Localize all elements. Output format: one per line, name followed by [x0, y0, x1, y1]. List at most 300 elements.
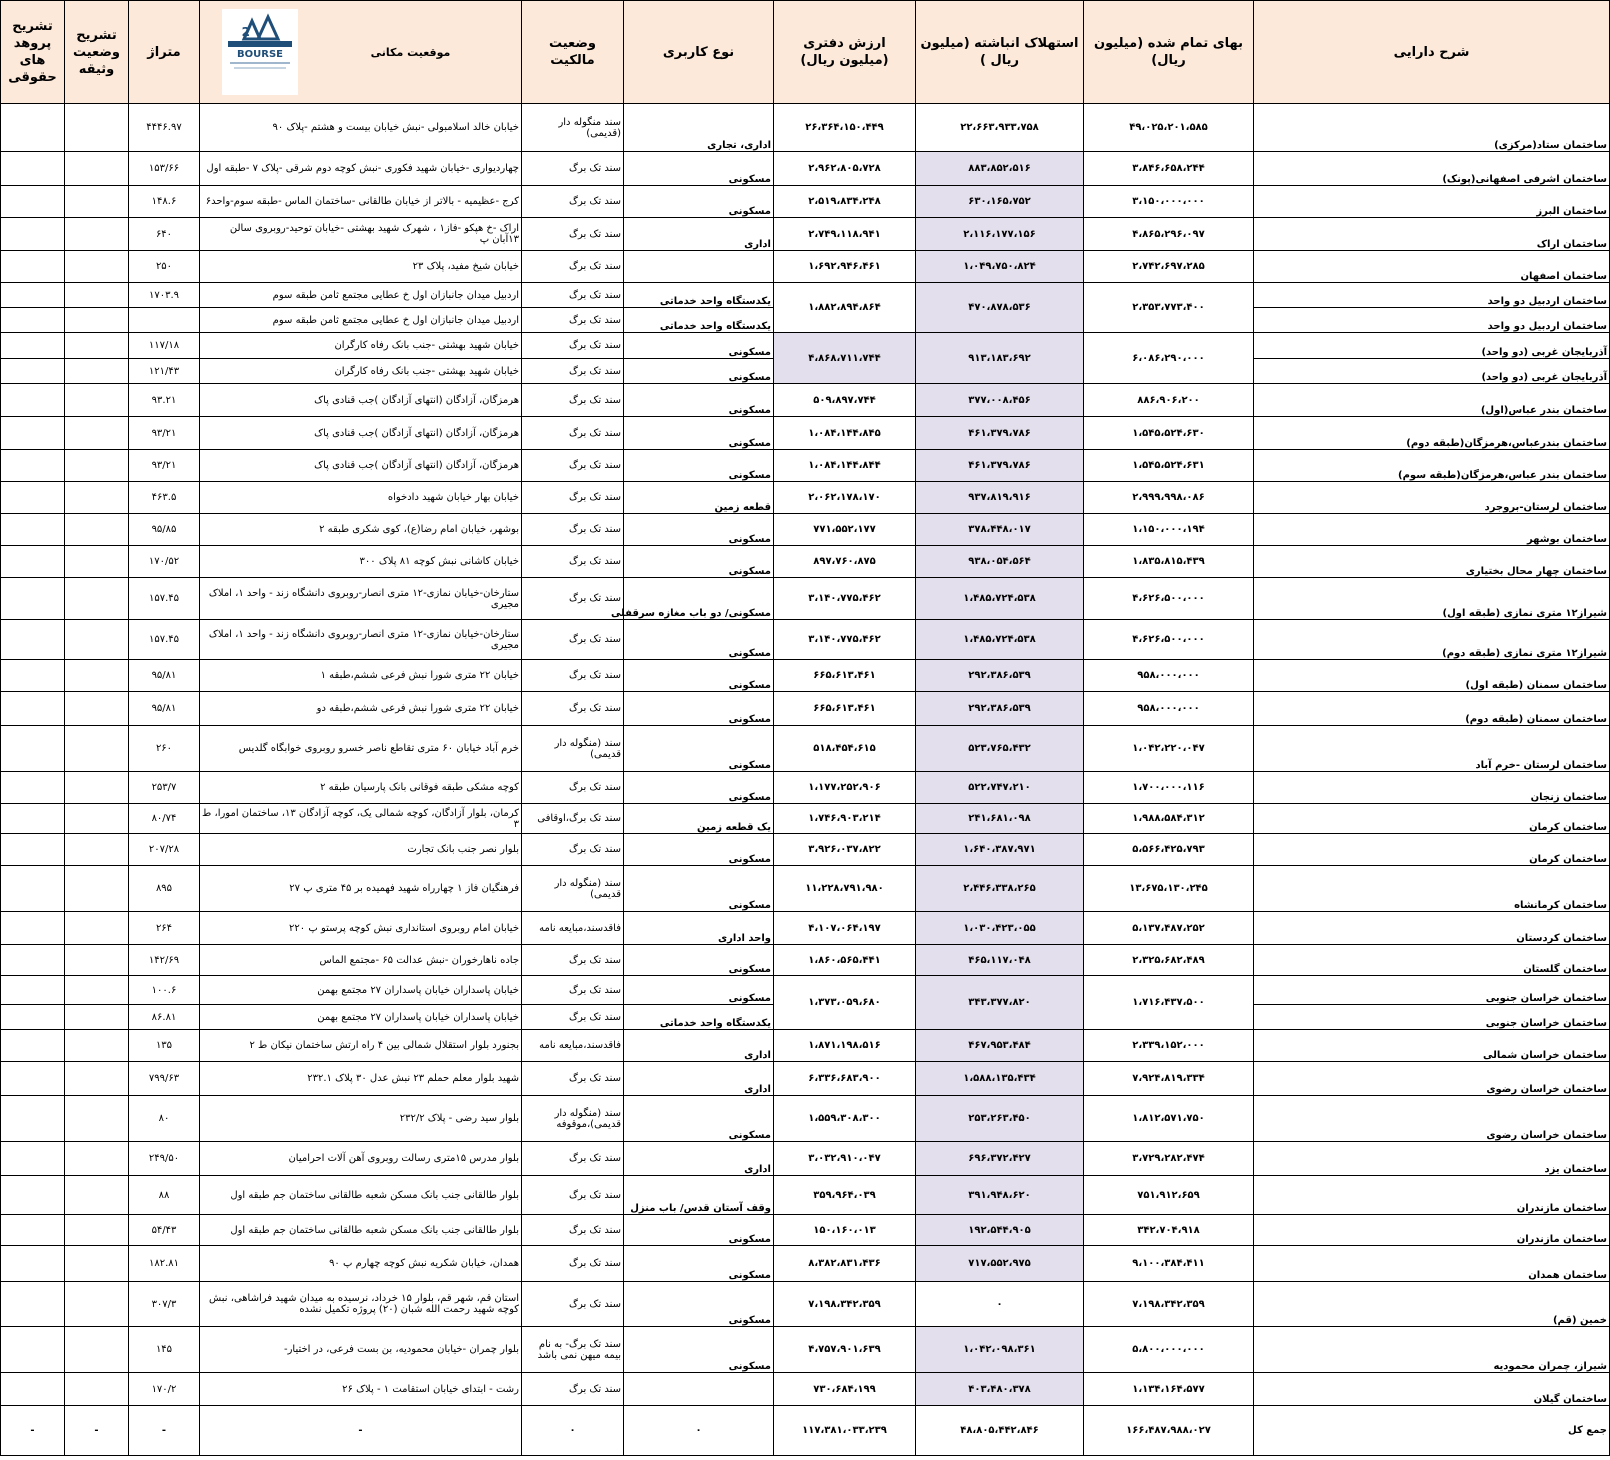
area-cell: ۸۰ — [129, 1096, 200, 1142]
book-value-cell: ۷۳۰،۶۸۴،۱۹۹ — [774, 1373, 916, 1406]
cost-cell: ۴،۶۲۶،۵۰۰،۰۰۰ — [1084, 578, 1254, 620]
cost-cell: ۱،۸۳۵،۸۱۵،۴۳۹ — [1084, 546, 1254, 578]
cost-cell: ۱،۹۸۸،۵۸۴،۳۱۲ — [1084, 804, 1254, 834]
asset-name-cell: شیراز، چمران محمودیه — [1254, 1327, 1610, 1373]
area-cell: ۱۷۰/۲ — [129, 1373, 200, 1406]
ownership-cell: سند تک برگ — [522, 578, 624, 620]
book-value-cell: ۶۶۵،۶۱۳،۴۶۱ — [774, 692, 916, 726]
location-cell: خیابان امام روبروی استانداری نبش کوچه پرستو پ ۲۲۰ — [200, 912, 522, 945]
book-value-cell: ۱،۵۵۹،۳۰۸،۳۰۰ — [774, 1096, 916, 1142]
table-row — [1, 514, 1610, 546]
usage-cell: مسکونی — [624, 1096, 774, 1142]
area-cell: ۱۴۲/۶۹ — [129, 945, 200, 976]
mortgage-cell — [65, 333, 129, 359]
legal-cell — [1, 620, 65, 660]
asset-name-cell: ساختمان بوشهر — [1254, 514, 1610, 546]
usage-cell: مسکونی — [624, 417, 774, 450]
table-row — [1, 104, 1610, 152]
cost-cell: ۱،۰۴۲،۲۲۰،۰۴۷ — [1084, 726, 1254, 772]
location-cell: بجنورد بلوار استقلال شمالی بین ۴ راه ارتش ساختمان نیکان ط ۲ — [200, 1030, 522, 1062]
usage-cell: اداری — [624, 1142, 774, 1176]
book-value-cell: ۲،۷۴۹،۱۱۸،۹۴۱ — [774, 218, 916, 251]
legal-cell — [1, 417, 65, 450]
ownership-cell: سند تک برگ — [522, 834, 624, 866]
mortgage-cell — [65, 620, 129, 660]
mortgage-cell — [65, 152, 129, 186]
usage-cell: مسکونی/ دو باب مغازه سرقفلی — [624, 578, 774, 620]
depreciation-cell: ۳۷۷،۰۰۸،۴۵۶ — [916, 384, 1084, 417]
asset-name-cell: ساختمان خراسان شمالی — [1254, 1030, 1610, 1062]
header-book-value: ارزش دفتری (میلیون ریال) — [774, 1, 916, 104]
legal-cell — [1, 660, 65, 692]
table-row — [1, 333, 1610, 359]
location-cell: کرج -عظیمیه - بالاتر از خیابان طالقانی -ساختمان الماس -طبقه سوم-واحد۶ — [200, 186, 522, 218]
total-book-value: ۱۱۷،۳۸۱،۰۳۳،۲۳۹ — [774, 1406, 916, 1456]
usage-cell: مسکونی — [624, 514, 774, 546]
location-cell: چهاردیواری -خیابان شهید فکوری -نبش کوچه دوم شرقی -پلاک ۷ -طبقه اول — [200, 152, 522, 186]
area-cell: ۹۵/۸۵ — [129, 514, 200, 546]
table-row — [1, 834, 1610, 866]
depreciation-cell: ۲۴۱،۶۸۱،۰۹۸ — [916, 804, 1084, 834]
ownership-cell: سند تک برگ — [522, 152, 624, 186]
usage-cell: مسکونی — [624, 976, 774, 1005]
legal-cell — [1, 1246, 65, 1282]
usage-cell: مسکونی — [624, 384, 774, 417]
cost-cell: ۷،۱۹۸،۳۴۲،۳۵۹ — [1084, 1282, 1254, 1327]
header-ownership: وضعیت مالکیت — [522, 1, 624, 104]
usage-cell: مسکونی — [624, 726, 774, 772]
depreciation-cell: ۲۹۲،۳۸۶،۵۳۹ — [916, 660, 1084, 692]
location-cell: هرمزگان، آزادگان (انتهای آزادگان )جب قنادی پاک — [200, 450, 522, 482]
cost-cell: ۱،۷۱۶،۴۳۷،۵۰۰ — [1084, 976, 1254, 1030]
ownership-cell: سند تک برگ — [522, 251, 624, 283]
mortgage-cell — [65, 834, 129, 866]
area-cell: ۸۰/۷۴ — [129, 804, 200, 834]
book-value-cell: ۷۷۱،۵۵۲،۱۷۷ — [774, 514, 916, 546]
usage-cell: مسکونی — [624, 450, 774, 482]
mortgage-cell — [65, 945, 129, 976]
ownership-cell: فاقدسند،مبایعه نامه — [522, 1030, 624, 1062]
mortgage-cell — [65, 384, 129, 417]
area-cell: ۴۴۴۶.۹۷ — [129, 104, 200, 152]
cost-cell: ۴۹،۰۲۵،۲۰۱،۵۸۵ — [1084, 104, 1254, 152]
mortgage-cell — [65, 1062, 129, 1096]
usage-cell: اداری — [624, 1030, 774, 1062]
usage-cell: مسکونی — [624, 333, 774, 359]
table-row — [1, 384, 1610, 417]
ownership-cell: سند تک برگ — [522, 283, 624, 308]
depreciation-cell: ۱،۰۴۲،۰۹۸،۳۶۱ — [916, 1327, 1084, 1373]
depreciation-cell: ۹۱۳،۱۸۳،۶۹۲ — [916, 333, 1084, 384]
legal-cell — [1, 726, 65, 772]
legal-cell — [1, 578, 65, 620]
book-value-cell: ۱،۸۷۱،۱۹۸،۵۱۶ — [774, 1030, 916, 1062]
table-row — [1, 866, 1610, 912]
asset-name-cell: ساختمان مازندران — [1254, 1215, 1610, 1246]
asset-name-cell: ساختمان همدان — [1254, 1246, 1610, 1282]
depreciation-cell: ۱،۴۸۵،۷۲۴،۵۳۸ — [916, 620, 1084, 660]
book-value-cell: ۴،۸۶۸،۷۱۱،۷۴۴ — [774, 333, 916, 384]
ownership-cell: سند (منگوله دار قدیمی)،موقوفه — [522, 1096, 624, 1142]
depreciation-cell: ۴۶۷،۹۵۳،۴۸۴ — [916, 1030, 1084, 1062]
ownership-cell: سند تک برگ — [522, 514, 624, 546]
cost-cell: ۳،۸۴۶،۶۵۸،۲۴۴ — [1084, 152, 1254, 186]
location-cell: اراک -خ هپکو -فاز۱ ، شهرک شهید بهشتی -خیابان توحید-روبروی سالن ۱۳آبان پ — [200, 218, 522, 251]
location-cell: بلوار چمران -خیابان محمودیه، بن بست فرعی، در اختیار- — [200, 1327, 522, 1373]
table-row — [1, 1327, 1610, 1373]
book-value-cell: ۱۵۰،۱۶۰،۰۱۳ — [774, 1215, 916, 1246]
location-cell: ستارخان-خیابان نمازی-۱۲ متری انصار-روبروی دانشگاه زند - واحد ۱، املاک مجیری — [200, 620, 522, 660]
table-row — [1, 620, 1610, 660]
book-value-cell: ۳،۱۴۰،۷۷۵،۴۶۲ — [774, 578, 916, 620]
asset-name-cell: ساختمان بندرعباس،هرمزگان(طبقه دوم) — [1254, 417, 1610, 450]
table-row — [1, 1215, 1610, 1246]
ownership-cell: سند تک برگ — [522, 308, 624, 333]
usage-cell: مسکونی — [624, 186, 774, 218]
ownership-cell: سند تک برگ — [522, 1176, 624, 1215]
asset-name-cell: ساختمان کرمان — [1254, 834, 1610, 866]
asset-name-cell: ساختمان کرمانشاه — [1254, 866, 1610, 912]
area-cell: ۲۵۰ — [129, 251, 200, 283]
mortgage-cell — [65, 976, 129, 1005]
legal-cell — [1, 1062, 65, 1096]
book-value-cell: ۱،۰۸۴،۱۴۴،۸۴۵ — [774, 417, 916, 450]
cost-cell: ۳،۷۲۹،۲۸۲،۴۷۴ — [1084, 1142, 1254, 1176]
table-row — [1, 218, 1610, 251]
usage-cell: قطعه زمین — [624, 482, 774, 514]
book-value-cell: ۴،۱۰۷،۰۶۴،۱۹۷ — [774, 912, 916, 945]
legal-cell — [1, 482, 65, 514]
depreciation-cell: ۰ — [916, 1282, 1084, 1327]
header-mortgage: تشریح وضعیت وثیقه — [65, 1, 129, 104]
cost-cell: ۷،۹۲۴،۸۱۹،۳۳۴ — [1084, 1062, 1254, 1096]
legal-cell — [1, 976, 65, 1005]
legal-cell — [1, 1215, 65, 1246]
ownership-cell: سند تک برگ — [522, 1282, 624, 1327]
mortgage-cell — [65, 186, 129, 218]
mortgage-cell — [65, 1176, 129, 1215]
area-cell: ۱۴۵ — [129, 1327, 200, 1373]
legal-cell — [1, 1030, 65, 1062]
table-row — [1, 578, 1610, 620]
legal-cell — [1, 804, 65, 834]
table-row — [1, 1142, 1610, 1176]
ownership-cell: سند تک برگ — [522, 482, 624, 514]
legal-cell — [1, 945, 65, 976]
book-value-cell: ۲۶،۳۶۴،۱۵۰،۴۴۹ — [774, 104, 916, 152]
legal-cell — [1, 692, 65, 726]
ownership-cell: سند تک برگ — [522, 384, 624, 417]
location-cell: خیابان بهار خیابان شهید دادخواه — [200, 482, 522, 514]
location-cell: هرمزگان، آزادگان (انتهای آزادگان )جب قنادی پاک — [200, 417, 522, 450]
table-row — [1, 660, 1610, 692]
area-cell: ۵۴/۴۳ — [129, 1215, 200, 1246]
depreciation-cell: ۴۶۱،۳۷۹،۷۸۶ — [916, 417, 1084, 450]
depreciation-cell: ۱،۰۳۰،۴۲۳،۰۵۵ — [916, 912, 1084, 945]
asset-name-cell: ساختمان خراسان جنوبی — [1254, 1005, 1610, 1030]
mortgage-cell — [65, 1142, 129, 1176]
depreciation-cell: ۲۲،۶۶۳،۹۳۳،۷۵۸ — [916, 104, 1084, 152]
area-cell: ۱۵۳/۶۶ — [129, 152, 200, 186]
asset-name-cell: ساختمان لرستان -خرم آباد — [1254, 726, 1610, 772]
area-cell: ۸۹۵ — [129, 866, 200, 912]
header-depreciation: استهلاک انباشته (میلیون ریال ) — [916, 1, 1084, 104]
usage-cell: مسکونی — [624, 152, 774, 186]
depreciation-cell: ۸۸۳،۸۵۲،۵۱۶ — [916, 152, 1084, 186]
mortgage-cell — [65, 514, 129, 546]
book-value-cell: ۱،۸۶۰،۵۶۵،۴۴۱ — [774, 945, 916, 976]
depreciation-cell: ۳۴۳،۳۷۷،۸۲۰ — [916, 976, 1084, 1030]
area-cell: ۱۲۱/۴۳ — [129, 359, 200, 384]
ownership-cell: سند تک برگ — [522, 333, 624, 359]
ownership-cell: سند تک برگ — [522, 417, 624, 450]
book-value-cell: ۳،۹۲۶،۰۳۷،۸۲۲ — [774, 834, 916, 866]
book-value-cell: ۱۱،۲۲۸،۷۹۱،۹۸۰ — [774, 866, 916, 912]
table-row — [1, 450, 1610, 482]
usage-cell: اداری — [624, 218, 774, 251]
legal-cell — [1, 333, 65, 359]
depreciation-cell: ۱۹۲،۵۴۴،۹۰۵ — [916, 1215, 1084, 1246]
header-cost: بهای تمام شده (میلیون ریال) — [1084, 1, 1254, 104]
asset-name-cell: ساختمان اردبیل دو واحد — [1254, 283, 1610, 308]
depreciation-cell: ۳۹۱،۹۴۸،۶۲۰ — [916, 1176, 1084, 1215]
location-cell: خیابان کاشانی نبش کوچه ۸۱ پلاک ۳۰۰ — [200, 546, 522, 578]
mortgage-cell — [65, 450, 129, 482]
ownership-cell: سند تک برگ — [522, 1062, 624, 1096]
location-cell: رشت - ابتدای خیابان استقامت ۱ - پلاک ۲۶ — [200, 1373, 522, 1406]
asset-name-cell: ساختمان بندر عباس(اول) — [1254, 384, 1610, 417]
cost-cell: ۲،۳۲۵،۶۸۲،۴۸۹ — [1084, 945, 1254, 976]
asset-name-cell: ساختمان اشرفی اصفهانی(پونک) — [1254, 152, 1610, 186]
legal-cell — [1, 1005, 65, 1030]
table-row — [1, 976, 1610, 1005]
usage-cell: واحد اداری — [624, 912, 774, 945]
book-value-cell: ۱،۳۷۳،۰۵۹،۶۸۰ — [774, 976, 916, 1030]
depreciation-cell: ۲،۴۴۶،۳۳۸،۲۶۵ — [916, 866, 1084, 912]
location-cell: خیابان ۲۲ متری شورا نبش فرعی ششم،طبقه دو — [200, 692, 522, 726]
location-cell: کوچه مشکی طبقه فوقانی بانک پارسیان طبقه ۲ — [200, 772, 522, 804]
location-cell: خیابان پاسداران خیابان پاسداران ۲۷ مجتمع بهمن — [200, 1005, 522, 1030]
ownership-cell: سند تک برگ — [522, 772, 624, 804]
depreciation-cell: ۴۶۱،۳۷۹،۷۸۶ — [916, 450, 1084, 482]
depreciation-cell: ۵۲۲،۷۴۷،۲۱۰ — [916, 772, 1084, 804]
ownership-cell: سند تک برگ — [522, 359, 624, 384]
usage-cell: مسکونی — [624, 692, 774, 726]
ownership-cell: سند تک برگ — [522, 186, 624, 218]
header-asset-desc: شرح دارایی — [1254, 1, 1610, 104]
area-cell: ۱۷۰/۵۲ — [129, 546, 200, 578]
table-row — [1, 1062, 1610, 1096]
area-cell: ۹۳/۲۱ — [129, 417, 200, 450]
location-cell: خیابان شهید بهشتی -جنب بانک رفاه کارگران — [200, 333, 522, 359]
legal-cell — [1, 772, 65, 804]
area-cell: ۹۵/۸۱ — [129, 660, 200, 692]
table-row — [1, 1030, 1610, 1062]
book-value-cell: ۸،۳۸۲،۸۳۱،۴۳۶ — [774, 1246, 916, 1282]
legal-cell — [1, 1373, 65, 1406]
cost-cell: ۱،۵۴۵،۵۲۴،۶۳۱ — [1084, 450, 1254, 482]
ownership-cell: سند منگوله دار (قدیمی) — [522, 104, 624, 152]
area-cell: ۱۱۷/۱۸ — [129, 333, 200, 359]
legal-cell — [1, 912, 65, 945]
area-cell: ۲۴۹/۵۰ — [129, 1142, 200, 1176]
asset-name-cell: ساختمان ستاد(مرکزی) — [1254, 104, 1610, 152]
book-value-cell: ۳،۱۴۰،۷۷۵،۴۶۲ — [774, 620, 916, 660]
ownership-cell: سند (منگوله دار قدیمی) — [522, 726, 624, 772]
header-usage: نوع کاربری — [624, 1, 774, 104]
table-row — [1, 1282, 1610, 1327]
table-row — [1, 482, 1610, 514]
cost-cell: ۹۵۸،۰۰۰،۰۰۰ — [1084, 692, 1254, 726]
usage-cell: مسکونی — [624, 660, 774, 692]
usage-cell: مسکونی — [624, 359, 774, 384]
location-cell: استان قم، شهر قم، بلوار ۱۵ خرداد، نرسیده به میدان شهید فراشاهی، نبش کوچه شهید رحمت الله شبان (۲۰) پروژه تکمیل نشده — [200, 1282, 522, 1327]
cost-cell: ۵،۸۰۰،۰۰۰،۰۰۰ — [1084, 1327, 1254, 1373]
total-row — [1, 1406, 1610, 1456]
cost-cell: ۸۸۶،۹۰۶،۲۰۰ — [1084, 384, 1254, 417]
book-value-cell: ۱،۸۸۲،۸۹۴،۸۶۴ — [774, 283, 916, 333]
depreciation-cell: ۴۰۳،۴۸۰،۳۷۸ — [916, 1373, 1084, 1406]
mortgage-cell — [65, 546, 129, 578]
area-cell: ۳۰۷/۳ — [129, 1282, 200, 1327]
ownership-cell: سند تک برگ،اوقافی — [522, 804, 624, 834]
depreciation-cell: ۷۱۷،۵۵۲،۹۷۵ — [916, 1246, 1084, 1282]
cost-cell: ۲،۹۹۹،۹۹۸،۰۸۶ — [1084, 482, 1254, 514]
area-cell: ۱۸۲.۸۱ — [129, 1246, 200, 1282]
ownership-cell: سند تک برگ — [522, 976, 624, 1005]
depreciation-cell: ۹۳۸،۰۵۴،۵۶۴ — [916, 546, 1084, 578]
area-cell: ۹۵/۸۱ — [129, 692, 200, 726]
location-cell: خیابان خالد اسلامبولی -نبش خیابان بیست و هشتم -پلاک ۹۰ — [200, 104, 522, 152]
depreciation-cell: ۱،۰۴۹،۷۵۰،۸۲۴ — [916, 251, 1084, 283]
usage-cell: مسکونی — [624, 546, 774, 578]
usage-cell: اداری — [624, 1062, 774, 1096]
usage-cell: مسکونی — [624, 945, 774, 976]
mortgage-cell — [65, 308, 129, 333]
book-value-cell: ۱،۱۷۷،۲۵۲،۹۰۶ — [774, 772, 916, 804]
area-cell: ۲۵۳/۷ — [129, 772, 200, 804]
ownership-cell: سند تک برگ — [522, 945, 624, 976]
area-cell: ۱۴۸.۶ — [129, 186, 200, 218]
cost-cell: ۲،۳۵۳،۷۷۳،۴۰۰ — [1084, 283, 1254, 333]
asset-name-cell: ساختمان یزد — [1254, 1142, 1610, 1176]
usage-cell: مسکونی — [624, 1215, 774, 1246]
cost-cell: ۱،۷۰۰،۰۰۰،۱۱۶ — [1084, 772, 1254, 804]
cost-cell: ۱،۸۱۲،۵۷۱،۷۵۰ — [1084, 1096, 1254, 1142]
usage-cell: مسکونی — [624, 1282, 774, 1327]
usage-cell: اداری، تجاری — [624, 104, 774, 152]
legal-cell — [1, 1096, 65, 1142]
legal-cell — [1, 283, 65, 308]
asset-name-cell: ساختمان کرمان — [1254, 804, 1610, 834]
area-cell: ۲۶۴ — [129, 912, 200, 945]
legal-cell — [1, 834, 65, 866]
location-cell: شهید بلوار معلم حملم ۲۳ نبش عدل ۳۰ پلاک ۲۳۲.۱ — [200, 1062, 522, 1096]
table-row — [1, 726, 1610, 772]
book-value-cell: ۲،۵۱۹،۸۳۴،۲۴۸ — [774, 186, 916, 218]
legal-cell — [1, 186, 65, 218]
legal-cell — [1, 1327, 65, 1373]
book-value-cell: ۷،۱۹۸،۳۴۲،۳۵۹ — [774, 1282, 916, 1327]
asset-name-cell: ساختمان البرز — [1254, 186, 1610, 218]
cost-cell: ۱،۱۵۰،۰۰۰،۱۹۴ — [1084, 514, 1254, 546]
header-location: موقعیت مکانی — [370, 45, 451, 59]
book-value-cell: ۳،۰۳۲،۹۱۰،۰۴۷ — [774, 1142, 916, 1176]
ownership-cell: سند تک برگ — [522, 1373, 624, 1406]
ownership-cell: سند تک برگ- به نام بیمه میهن نمی باشد — [522, 1327, 624, 1373]
depreciation-cell: ۴۷۰،۸۷۸،۵۳۶ — [916, 283, 1084, 333]
depreciation-cell: ۱،۵۸۸،۱۳۵،۴۳۴ — [916, 1062, 1084, 1096]
mortgage-cell — [65, 660, 129, 692]
location-cell: همدان، خیابان شکریه نبش کوچه چهارم پ ۹۰ — [200, 1246, 522, 1282]
mortgage-cell — [65, 218, 129, 251]
table-row — [1, 772, 1610, 804]
book-value-cell: ۶۶۵،۶۱۳،۴۶۱ — [774, 660, 916, 692]
mortgage-cell — [65, 1246, 129, 1282]
location-cell: ستارخان-خیابان نمازی-۱۲ متری انصار-روبروی دانشگاه زند - واحد ۱، املاک مجیری — [200, 578, 522, 620]
location-cell: بلوار سید رضی - پلاک ۲۳۲/۲ — [200, 1096, 522, 1142]
asset-name-cell: ساختمان مازندران — [1254, 1176, 1610, 1215]
asset-name-cell: آذربایجان غربی (دو واحد) — [1254, 333, 1610, 359]
cost-cell: ۲،۳۳۹،۱۵۲،۰۰۰ — [1084, 1030, 1254, 1062]
usage-cell: مسکونی — [624, 772, 774, 804]
cost-cell: ۱،۵۴۵،۵۲۴،۶۳۰ — [1084, 417, 1254, 450]
mortgage-cell — [65, 912, 129, 945]
location-cell: کرمان، بلوار آزادگان، کوچه شمالی یک، کوچه آزادگان ۱۳، ساختمان امورا، ط ۳ — [200, 804, 522, 834]
mortgage-cell — [65, 726, 129, 772]
asset-name-cell: آذربایجان غربی (دو واحد) — [1254, 359, 1610, 384]
area-cell — [129, 308, 200, 333]
depreciation-cell: ۶۳۰،۱۶۵،۷۵۲ — [916, 186, 1084, 218]
table-row — [1, 804, 1610, 834]
area-cell: ۴۶۳.۵ — [129, 482, 200, 514]
logo-text: BOURSE — [237, 49, 283, 60]
table-row — [1, 251, 1610, 283]
asset-name-cell: شیراز۱۲ متری نمازی (طبقه دوم) — [1254, 620, 1610, 660]
header-location-cell — [200, 1, 522, 104]
location-cell: بلوار نصر جنب بانک تجارت — [200, 834, 522, 866]
location-cell: خیابان پاسداران خیابان پاسداران ۲۷ مجتمع بهمن — [200, 976, 522, 1005]
book-value-cell: ۳۵۹،۹۶۴،۰۳۹ — [774, 1176, 916, 1215]
bourse-logo — [222, 9, 298, 95]
location-cell: بوشهر، خیابان امام رضا(ع)، کوی شکری طبقه ۲ — [200, 514, 522, 546]
header-area: متراژ — [129, 1, 200, 104]
ownership-cell: سند تک برگ — [522, 692, 624, 726]
total-cost: ۱۶۶،۴۸۷،۹۸۸،۰۲۷ — [1084, 1406, 1254, 1456]
usage-cell: یکدستگاه واحد خدماتی — [624, 283, 774, 308]
asset-name-cell: ساختمان خراسان رضوی — [1254, 1062, 1610, 1096]
depreciation-cell: ۱،۴۸۵،۷۲۴،۵۳۸ — [916, 578, 1084, 620]
mortgage-cell — [65, 1327, 129, 1373]
depreciation-cell: ۴۶۵،۱۱۷،۰۴۸ — [916, 945, 1084, 976]
asset-name-cell: ساختمان گیلان — [1254, 1373, 1610, 1406]
depreciation-cell: ۹۳۷،۸۱۹،۹۱۶ — [916, 482, 1084, 514]
asset-name-cell: شیراز۱۲ متری نمازی (طبقه اول) — [1254, 578, 1610, 620]
usage-cell: مسکونی — [624, 834, 774, 866]
location-cell: خیابان شهید بهشتی -جنب بانک رفاه کارگران — [200, 359, 522, 384]
table-row — [1, 1373, 1610, 1406]
legal-cell — [1, 1176, 65, 1215]
legal-cell — [1, 308, 65, 333]
ownership-cell: سند تک برگ — [522, 546, 624, 578]
asset-name-cell: ساختمان زنجان — [1254, 772, 1610, 804]
table-row — [1, 945, 1610, 976]
mortgage-cell — [65, 283, 129, 308]
depreciation-cell: ۶۹۶،۳۷۲،۴۲۷ — [916, 1142, 1084, 1176]
asset-name-cell: ساختمان چهار محال بختیاری — [1254, 546, 1610, 578]
legal-cell — [1, 1282, 65, 1327]
mortgage-cell — [65, 1282, 129, 1327]
